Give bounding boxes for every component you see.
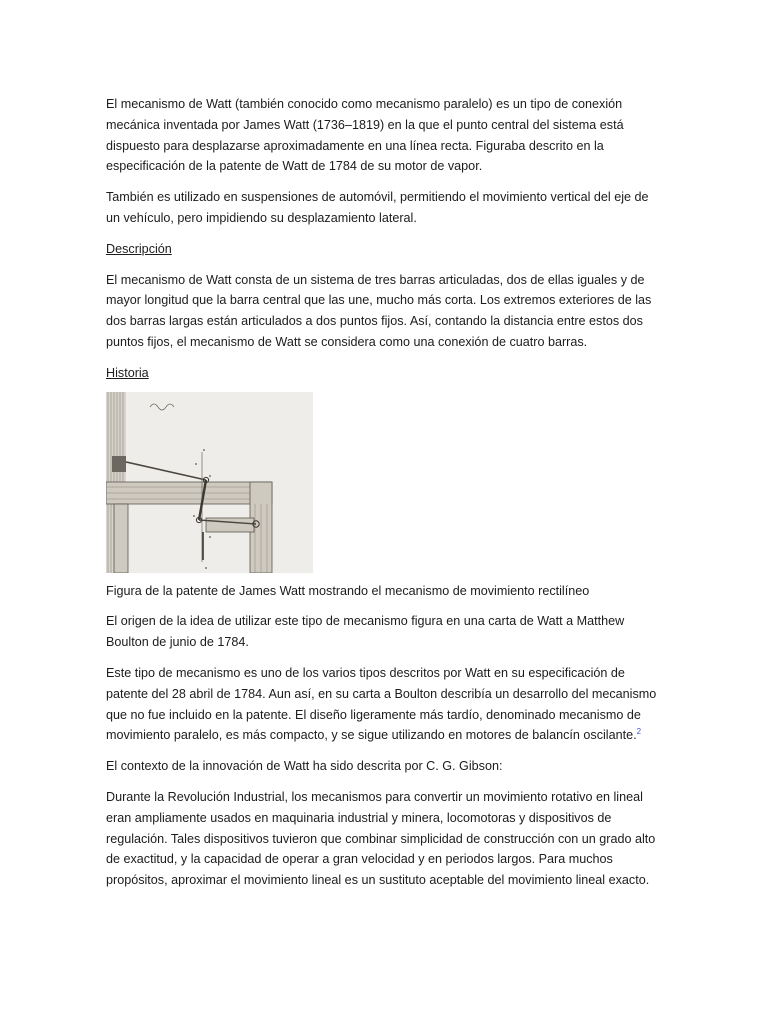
heading-descripcion: Descripción (106, 241, 172, 256)
footnote-reference-link[interactable]: 2 (636, 727, 642, 737)
paragraph-patent-text: Este tipo de mecanismo es uno de los varios tipos descritos por Watt en su especificación de patente del 28 abril de 1784. Aun así, en su carta a Boulton describía un desarrollo del mecanismo que no fue incluido en la patente. El diseño ligeramente más tardío, denominado mecanismo de movimiento paralelo, es más compacto, y se sigue utilizando en motores de balancín oscilante. (106, 665, 657, 743)
paragraph-origin: El origen de la idea de utilizar este tipo de mecanismo figura en una carta de Watt a Matthew Boulton de junio de 1784. (106, 614, 625, 650)
figure-caption: Figura de la patente de James Watt mostrando el mecanismo de movimiento rectilíneo (106, 583, 590, 598)
paragraph-description: El mecanismo de Watt consta de un sistema de tres barras articuladas, dos de ellas iguales y de mayor longitud que la barra central que las une, mucho más corta. Los extremos exteriores de las dos barras largas están articulados a dos puntos fijos. Así, contando la distancia entre estos dos puntos fijos, el mecanismo de Watt se considera como una conexión de cuatro barras. (106, 272, 652, 349)
document-page (106, 94, 666, 891)
patent-drawing (106, 392, 313, 573)
paragraph-intro: El mecanismo de Watt (también conocido como mecanismo paralelo) es un tipo de conexión mecánica inventada por James Watt (1736–1819) en la que el punto central del sistema está dispuesto para desplazarse aproximadamente en una línea recta. Figuraba descrito en la especificación de la patente de Watt de 1784 de su motor de vapor. (106, 97, 624, 174)
heading-historia: Historia (106, 365, 149, 380)
patent-figure-image (106, 392, 313, 573)
paragraph-patent (106, 663, 666, 746)
paragraph-quote: Durante la Revolución Industrial, los mecanismos para convertir un movimiento rotativo en lineal eran ampliamente usados en maquinaria industrial y minera, locomotoras y dispositivos de regulación. Tales dispositivos tuvieron que combinar simplicidad de construcción con un grado alto de exactitud, y la capacidad de operar a gran velocidad y en periodos largos. Para muchos propósitos, aproximar el movimiento lineal es un sustituto aceptable del movimiento lineal exacto. (106, 789, 656, 888)
paragraph-suspension: También es utilizado en suspensiones de automóvil, permitiendo el movimiento vertical del eje de un vehículo, pero impidiendo su desplazamiento lateral. (106, 190, 649, 225)
paragraph-context: El contexto de la innovación de Watt ha sido descrita por C. G. Gibson: (106, 759, 503, 774)
